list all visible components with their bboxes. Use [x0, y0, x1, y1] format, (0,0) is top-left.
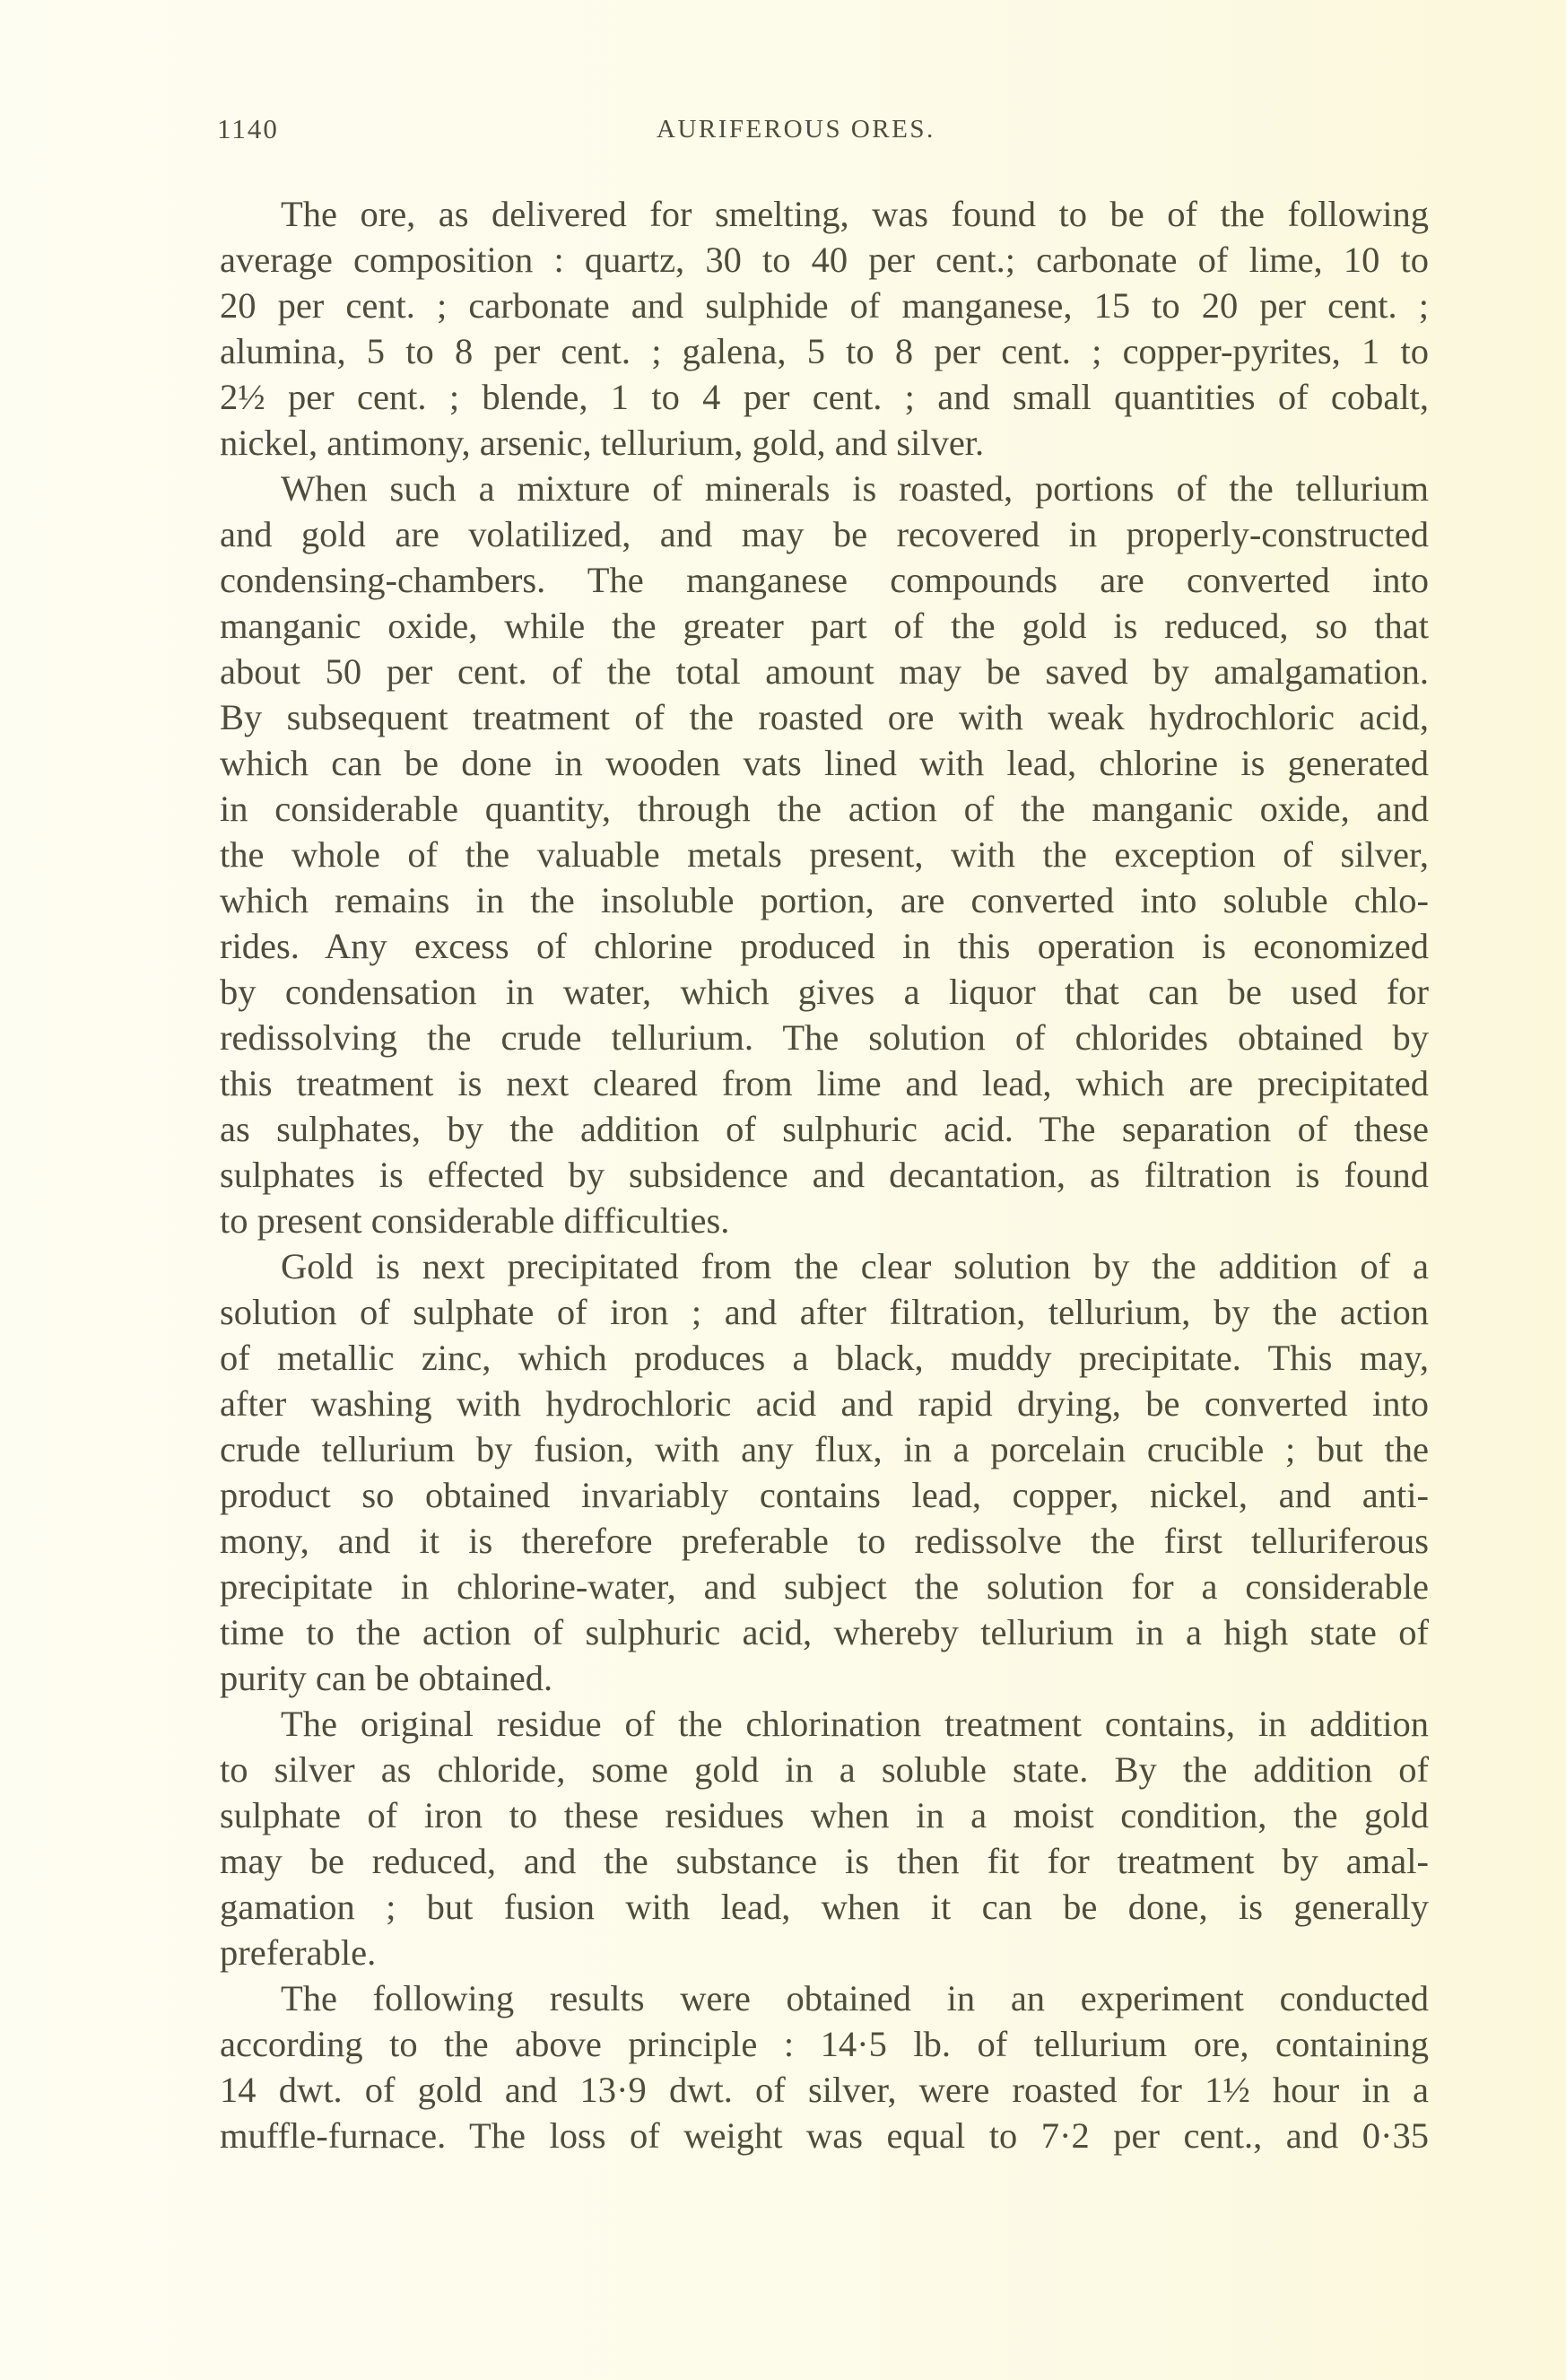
- paragraph-5: [220, 1975, 1429, 2158]
- text-line: about 50 per cent. of the total amount may be saved by amalgamation.: [220, 651, 1429, 692]
- body-text: [220, 191, 1429, 2158]
- text-line: this treatment is next cleared from lime and lead, which are precipitated: [220, 1063, 1429, 1103]
- text-line: crude tellurium by fusion, with any flux, in a porcelain crucible ; but the: [220, 1429, 1429, 1469]
- text-line: purity can be obtained.: [220, 1658, 553, 1698]
- text-line: which remains in the insoluble portion, are converted into soluble chlo-: [220, 880, 1429, 920]
- text-line: The following results were obtained in an experiment conducted: [281, 1978, 1429, 2018]
- text-line: sulphate of iron to these residues when in a moist condition, the gold: [220, 1795, 1429, 1835]
- text-line: Gold is next precipitated from the clear solution by the addition of a: [281, 1246, 1429, 1286]
- text-line: sulphates is effected by subsidence and decantation, as filtration is found: [220, 1155, 1429, 1195]
- paragraph-2: [220, 466, 1429, 1243]
- text-line: product so obtained invariably contains lead, copper, nickel, and anti-: [220, 1475, 1429, 1515]
- text-line: condensing-chambers. The manganese compounds are converted into: [220, 560, 1429, 600]
- text-line: The original residue of the chlorination treatment contains, in addition: [281, 1704, 1429, 1744]
- text-line: rides. Any excess of chlorine produced in this operation is economized: [220, 926, 1429, 966]
- text-line: after washing with hydrochloric acid and rapid drying, be converted into: [220, 1383, 1429, 1424]
- text-line: nickel, antimony, arsenic, tellurium, gold, and silver.: [220, 423, 985, 463]
- text-line: time to the action of sulphuric acid, whereby tellurium in a high state of: [220, 1612, 1429, 1652]
- text-line: to silver as chloride, some gold in a soluble state. By the addition of: [220, 1749, 1429, 1790]
- page-number: 1140: [217, 113, 279, 144]
- text-line: as sulphates, by the addition of sulphuric acid. The separation of these: [220, 1109, 1429, 1149]
- text-line: When such a mixture of minerals is roasted, portions of the tellurium: [281, 468, 1429, 509]
- text-line: redissolving the crude tellurium. The solution of chlorides obtained by: [220, 1017, 1429, 1058]
- text-line: precipitate in chlorine-water, and subject the solution for a considerable: [220, 1566, 1429, 1607]
- text-line: gamation ; but fusion with lead, when it can be done, is generally: [220, 1887, 1429, 1927]
- text-line: mony, and it is therefore preferable to redissolve the first telluriferous: [220, 1521, 1429, 1561]
- text-line: according to the above principle : 14·5 lb. of tellurium ore, containing: [220, 2024, 1429, 2064]
- paragraph-4: [220, 1701, 1429, 1975]
- paragraph-1: [220, 191, 1429, 466]
- text-line: the whole of the valuable metals present, with the exception of silver,: [220, 834, 1429, 875]
- text-line: manganic oxide, while the greater part of the gold is reduced, so that: [220, 606, 1429, 646]
- text-line: may be reduced, and the substance is then fit for treatment by amal-: [220, 1841, 1429, 1881]
- text-line: which can be done in wooden vats lined with lead, chlorine is generated: [220, 743, 1429, 783]
- text-line: 14 dwt. of gold and 13·9 dwt. of silver, were roasted for 1½ hour in a: [220, 2070, 1429, 2110]
- text-line: 2½ per cent. ; blende, 1 to 4 per cent. ; and small quantities of cobalt,: [220, 377, 1429, 417]
- text-line: of metallic zinc, which produces a black, muddy precipitate. This may,: [220, 1338, 1429, 1378]
- text-line: by condensation in water, which gives a liquor that can be used for: [220, 972, 1429, 1012]
- text-line: muffle-furnace. The loss of weight was equal to 7·2 per cent., and 0·35: [220, 2115, 1429, 2156]
- paragraph-3: [220, 1243, 1429, 1701]
- text-line: in considerable quantity, through the action of the manganic oxide, and: [220, 789, 1429, 829]
- text-line: preferable.: [220, 1932, 377, 1973]
- text-line: The ore, as delivered for smelting, was found to be of the following: [281, 194, 1429, 234]
- text-line: to present considerable difficulties.: [220, 1200, 730, 1241]
- text-line: By subsequent treatment of the roasted ore with weak hydrochloric acid,: [220, 697, 1429, 737]
- text-line: and gold are volatilized, and may be recovered in properly-constructed: [220, 514, 1429, 554]
- running-title: AURIFEROUS ORES.: [657, 115, 935, 144]
- text-line: 20 per cent. ; carbonate and sulphide of manganese, 15 to 20 per cent. ;: [220, 285, 1429, 326]
- text-line: alumina, 5 to 8 per cent. ; galena, 5 to 8 per cent. ; copper-pyrites, 1 to: [220, 331, 1429, 371]
- text-line: solution of sulphate of iron ; and after filtration, tellurium, by the action: [220, 1292, 1429, 1332]
- text-line: average composition : quartz, 30 to 40 per cent.; carbonate of lime, 10 to: [220, 240, 1429, 280]
